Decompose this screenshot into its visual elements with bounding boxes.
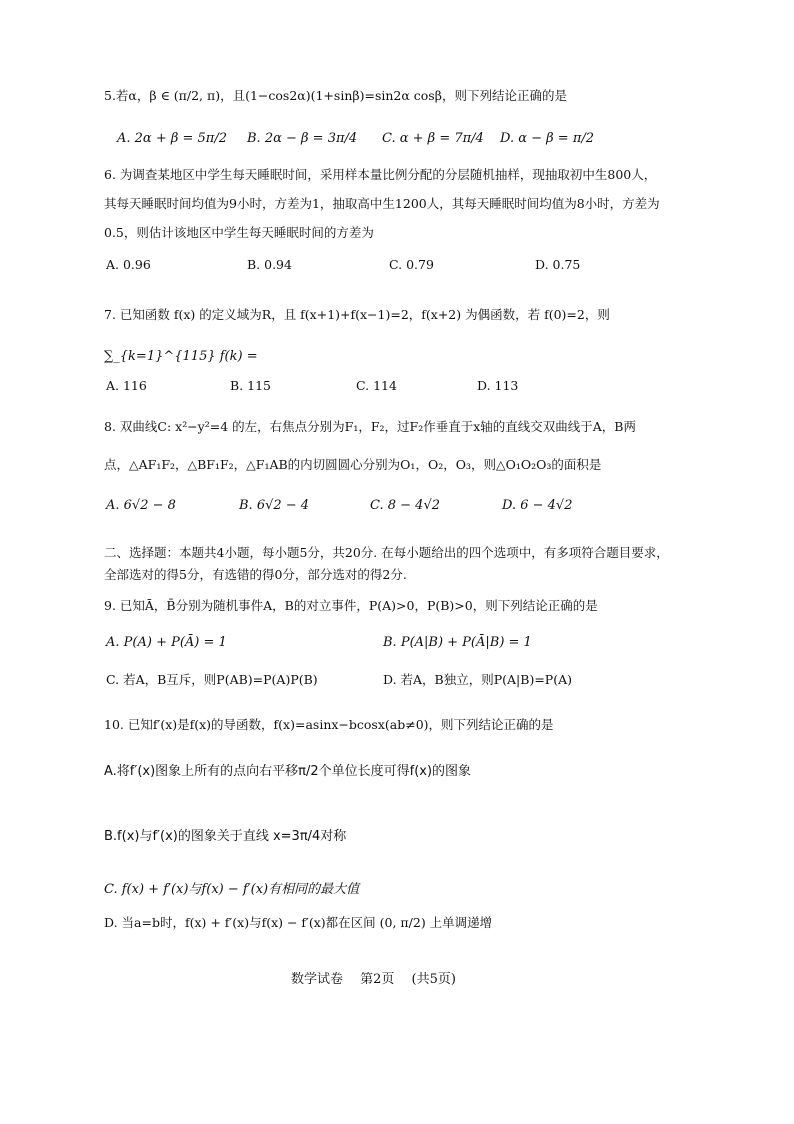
- page-footer: 数学试卷 第2页 (共5页): [291, 972, 456, 987]
- section2-line2: 全部选对的得5分，有选错的得0分，部分选对的得2分.: [104, 567, 407, 582]
- q5-option-c: C. α + β = 7π/4: [382, 131, 484, 146]
- q6-option-b: B. 0.94: [247, 257, 292, 272]
- q10-option-a: A.将f′(x)图象上所有的点向右平移π/2个单位长度可得f(x)的图象: [104, 764, 472, 779]
- q9-option-a: A. P(A) + P(Ā) = 1: [106, 635, 227, 650]
- q6-option-a: A. 0.96: [106, 257, 151, 272]
- section2-line1: 二、选择题：本题共4小题，每小题5分，共20分. 在每小题给出的四个选项中，有多项符合题目要求，: [104, 545, 669, 560]
- q10-stem: 10. 已知f′(x)是f(x)的导函数，f(x)=asinx−bcosx(ab≠0)，则下列结论正确的是: [104, 717, 554, 732]
- q8-line1: 8. 双曲线C: x²−y²=4 的左，右焦点分别为F₁，F₂，过F₂作垂直于x轴的直线交双曲线于A，B两: [104, 419, 636, 434]
- q9-option-b: B. P(A|B) + P(Ā|B) = 1: [383, 635, 532, 650]
- q7-line1: 7. 已知函数 f(x) 的定义域为R，且 f(x+1)+f(x−1)=2，f(x+2) 为偶函数，若 f(0)=2，则: [104, 307, 610, 322]
- q9-option-d: D. 若A，B独立，则P(A|B)=P(A): [383, 672, 572, 687]
- q5-stem: 5.若α，β ∈ (π/2, π)，且(1−cos2α)(1+sinβ)=sin2α cosβ，则下列结论正确的是: [104, 88, 567, 103]
- q8-option-c: C. 8 − 4√2: [370, 498, 441, 513]
- q7-sum-expression: ∑_{k=1}^{115} f(k) =: [104, 349, 258, 364]
- q7-option-c: C. 114: [356, 378, 397, 393]
- q5-option-b: B. 2α − β = 3π/4: [247, 131, 358, 146]
- q6-line2: 其每天睡眠时间均值为9小时，方差为1，抽取高中生1200人，其每天睡眠时间均值为8小时，方差为: [104, 196, 660, 211]
- q6-line1: 6. 为调查某地区中学生每天睡眠时间，采用样本量比例分配的分层随机抽样，现抽取初中生800人，: [104, 167, 657, 182]
- q8-option-b: B. 6√2 − 4: [239, 498, 310, 513]
- q10-option-c: C. f(x) + f′(x)与f(x) − f′(x)有相同的最大值: [104, 882, 360, 897]
- q6-line3: 0.5，则估计该地区中学生每天睡眠时间的方差为: [104, 225, 374, 240]
- q5-option-a: A. 2α + β = 5π/2: [117, 131, 227, 146]
- q10-option-d: D. 当a=b时，f(x) + f′(x)与f(x) − f′(x)都在区间 (0, π/2) 上单调递增: [104, 915, 493, 930]
- q7-option-a: A. 116: [106, 378, 147, 393]
- q8-option-a: A. 6√2 − 8: [106, 498, 176, 513]
- q8-option-d: D. 6 − 4√2: [502, 498, 573, 513]
- q9-option-c: C. 若A，B互斥，则P(AB)=P(A)P(B): [106, 672, 318, 687]
- q8-line2: 点，△AF₁F₂，△BF₁F₂，△F₁AB的内切圆圆心分别为O₁，O₂，O₃，则△O₁O₂O₃的面积是: [104, 457, 602, 472]
- q9-stem: 9. 已知Ā，B̄分别为随机事件A，B的对立事件，P(A)>0，P(B)>0，则下列结论正确的是: [104, 598, 598, 613]
- q5-option-d: D. α − β = π/2: [500, 131, 595, 146]
- q7-option-b: B. 115: [230, 378, 271, 393]
- q10-option-b: B.f(x)与f′(x)的图象关于直线 x=3π/4对称: [104, 829, 347, 844]
- q6-option-c: C. 0.79: [389, 257, 434, 272]
- q6-option-d: D. 0.75: [535, 257, 581, 272]
- q7-option-d: D. 113: [477, 378, 519, 393]
